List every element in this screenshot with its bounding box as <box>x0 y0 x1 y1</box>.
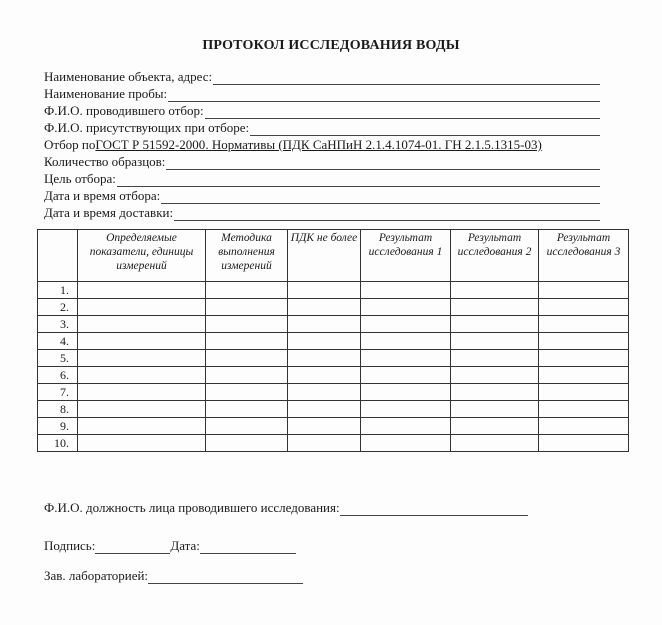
table-cell[interactable] <box>361 401 451 418</box>
table-cell[interactable] <box>361 418 451 435</box>
signature-label: Подпись: <box>44 538 96 553</box>
lab-head-label: Зав. лабораторией: <box>44 568 149 583</box>
table-cell[interactable] <box>451 401 539 418</box>
field-sample-name <box>44 85 600 102</box>
column-header-result-3: Результат исследования 3 <box>539 230 629 282</box>
field-label: Количество образцов: <box>44 154 166 169</box>
table-row <box>38 333 629 350</box>
table-cell[interactable] <box>78 367 206 384</box>
table-cell[interactable] <box>78 282 206 299</box>
field-sampling-datetime <box>44 187 600 204</box>
field-label: Дата и время отбора: <box>44 188 161 203</box>
field-object-address <box>44 68 600 85</box>
field-sample-count <box>44 153 600 170</box>
table-cell[interactable] <box>288 350 361 367</box>
field-delivery-datetime <box>44 204 600 221</box>
table-cell[interactable] <box>451 384 539 401</box>
table-cell[interactable] <box>451 282 539 299</box>
date-fill-line[interactable] <box>200 540 296 554</box>
table-cell[interactable] <box>451 367 539 384</box>
table-cell[interactable] <box>451 316 539 333</box>
field-label: Ф.И.О. проводившего отбор: <box>44 103 204 118</box>
table-cell[interactable] <box>288 367 361 384</box>
table-cell[interactable] <box>206 401 288 418</box>
table-cell[interactable] <box>539 418 629 435</box>
row-number: 2. <box>38 299 78 316</box>
field-label: Дата и время доставки: <box>44 205 174 220</box>
table-cell[interactable] <box>78 299 206 316</box>
table-cell[interactable] <box>539 333 629 350</box>
table-cell[interactable] <box>288 333 361 350</box>
field-label: Отбор по <box>44 137 96 152</box>
field-attendees-names <box>44 119 600 136</box>
table-header-row <box>38 230 629 282</box>
row-number: 6. <box>38 367 78 384</box>
table-cell[interactable] <box>288 316 361 333</box>
table-cell[interactable] <box>539 401 629 418</box>
table-cell[interactable] <box>451 435 539 452</box>
table-cell[interactable] <box>361 299 451 316</box>
table-row <box>38 435 629 452</box>
table-cell[interactable] <box>78 350 206 367</box>
signature-fill-line[interactable] <box>95 540 170 554</box>
table-cell[interactable] <box>539 435 629 452</box>
table-cell[interactable] <box>361 367 451 384</box>
field-label: Ф.И.О. присутствующих при отборе: <box>44 120 250 135</box>
table-cell[interactable] <box>539 299 629 316</box>
column-header-number <box>38 230 78 282</box>
table-cell[interactable] <box>361 384 451 401</box>
table-cell[interactable] <box>451 350 539 367</box>
row-number: 8. <box>38 401 78 418</box>
table-cell[interactable] <box>206 367 288 384</box>
results-table <box>37 229 629 452</box>
table-cell[interactable] <box>451 299 539 316</box>
fill-line[interactable] <box>168 88 600 102</box>
researcher-field <box>44 499 528 516</box>
table-cell[interactable] <box>206 384 288 401</box>
table-cell[interactable] <box>206 299 288 316</box>
table-cell[interactable] <box>361 333 451 350</box>
table-cell[interactable] <box>361 316 451 333</box>
standard-link: ГОСТ Р 51592-2000 <box>95 137 206 152</box>
normatives-text: . Нормативы (ПДК СаНПиН 2.1.4.1074-01. ГН 2.1.5.1315-03) <box>205 137 542 152</box>
table-cell[interactable] <box>539 282 629 299</box>
table-cell[interactable] <box>288 418 361 435</box>
column-header-mac: ПДК не более <box>288 230 361 282</box>
table-row <box>38 367 629 384</box>
fill-line[interactable] <box>161 190 600 204</box>
table-row <box>38 401 629 418</box>
field-label: Наименование объекта, адрес: <box>44 69 213 84</box>
table-cell[interactable] <box>539 384 629 401</box>
fill-line[interactable] <box>166 156 600 170</box>
table-cell[interactable] <box>206 350 288 367</box>
table-cell[interactable] <box>78 333 206 350</box>
row-number: 3. <box>38 316 78 333</box>
table-row <box>38 316 629 333</box>
fill-line[interactable] <box>174 207 600 221</box>
table-row <box>38 350 629 367</box>
column-header-indicators: Определяемые показатели, единицы измерений <box>78 230 206 282</box>
table-cell[interactable] <box>451 418 539 435</box>
fill-line[interactable] <box>213 71 600 85</box>
signature-field <box>44 537 296 554</box>
table-cell[interactable] <box>78 316 206 333</box>
table-cell[interactable] <box>206 418 288 435</box>
field-label: Наименование пробы: <box>44 86 168 101</box>
table-cell[interactable] <box>539 350 629 367</box>
table-cell[interactable] <box>78 435 206 452</box>
document-title: ПРОТОКОЛ ИССЛЕДОВАНИЯ ВОДЫ <box>202 38 460 53</box>
date-label: Дата: <box>170 538 200 553</box>
lab-head-field <box>44 567 303 584</box>
table-cell[interactable] <box>206 435 288 452</box>
table-cell[interactable] <box>361 350 451 367</box>
table-row <box>38 282 629 299</box>
table-cell[interactable] <box>78 401 206 418</box>
table-cell[interactable] <box>78 384 206 401</box>
field-label: Цель отбора: <box>44 171 116 186</box>
table-cell[interactable] <box>361 435 451 452</box>
row-number: 7. <box>38 384 78 401</box>
table-row <box>38 384 629 401</box>
table-cell[interactable] <box>361 282 451 299</box>
table-cell[interactable] <box>78 418 206 435</box>
fill-line[interactable] <box>117 173 600 187</box>
column-header-method: Методика выполнения измерений <box>206 230 288 282</box>
table-row <box>38 418 629 435</box>
column-header-result-1: Результат исследования 1 <box>361 230 451 282</box>
table-cell[interactable] <box>539 367 629 384</box>
lab-head-fill-line[interactable] <box>148 570 303 584</box>
row-number: 5. <box>38 350 78 367</box>
table-cell[interactable] <box>451 333 539 350</box>
row-number: 9. <box>38 418 78 435</box>
table-cell[interactable] <box>206 316 288 333</box>
row-number: 4. <box>38 333 78 350</box>
field-sampling-purpose <box>44 170 600 187</box>
fill-line[interactable] <box>205 105 600 119</box>
researcher-fill-line[interactable] <box>340 502 528 516</box>
row-number: 10. <box>38 435 78 452</box>
table-cell[interactable] <box>206 333 288 350</box>
field-sampling-standard <box>44 136 600 153</box>
field-sampler-name <box>44 102 600 119</box>
table-cell[interactable] <box>288 282 361 299</box>
table-cell[interactable] <box>288 435 361 452</box>
table-cell[interactable] <box>288 401 361 418</box>
fill-line[interactable] <box>250 122 600 136</box>
table-cell[interactable] <box>288 299 361 316</box>
researcher-label: Ф.И.О. должность лица проводившего исследования: <box>44 500 340 515</box>
table-row <box>38 299 629 316</box>
row-number: 1. <box>38 282 78 299</box>
table-cell[interactable] <box>539 316 629 333</box>
table-cell[interactable] <box>288 384 361 401</box>
column-header-result-2: Результат исследования 2 <box>451 230 539 282</box>
table-cell[interactable] <box>206 282 288 299</box>
